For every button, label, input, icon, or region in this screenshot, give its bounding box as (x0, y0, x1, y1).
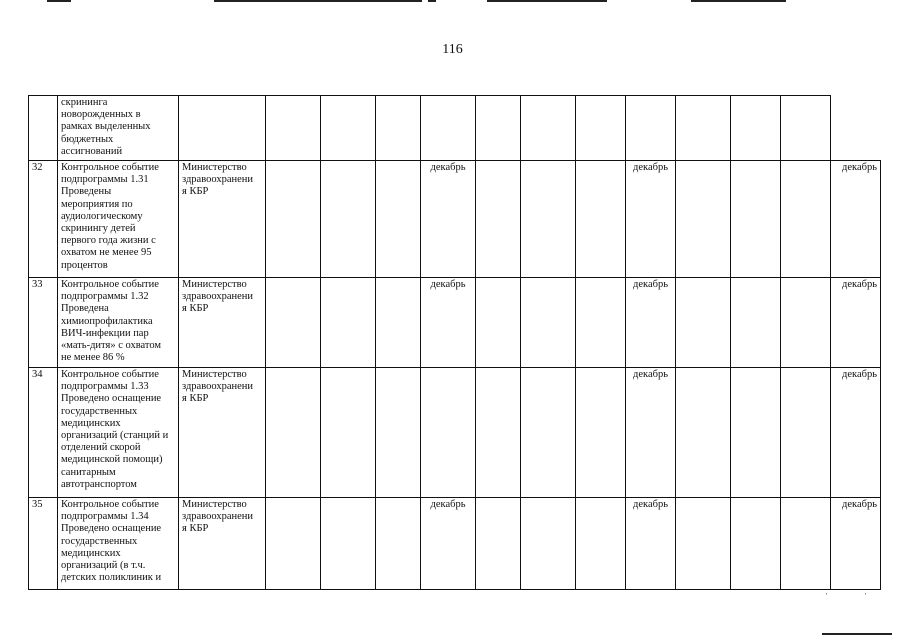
scan-line (822, 633, 892, 635)
event-description: Контрольное событие подпрограммы 1.32 Проведена химиопрофилактика ВИЧ-инфекции пар «мать-дитя» с охватом не менее 86 % (58, 278, 179, 368)
schedule-cell (576, 161, 626, 278)
executor: Министерство здравоохранени я КБР (179, 498, 266, 590)
scan-line (214, 0, 422, 2)
schedule-cell: декабрь (831, 498, 881, 590)
schedule-table (28, 95, 881, 590)
schedule-cell (731, 96, 781, 161)
row-number: 32 (29, 161, 58, 278)
schedule-cell (781, 498, 831, 590)
schedule-cell (476, 498, 521, 590)
schedule-cell (421, 368, 476, 498)
schedule-cell (376, 498, 421, 590)
page-number: 116 (442, 42, 463, 57)
table-row (29, 161, 881, 278)
schedule-cell (266, 96, 321, 161)
schedule-cell: декабрь (421, 161, 476, 278)
schedule-cell (521, 96, 576, 161)
schedule-cell (476, 278, 521, 368)
schedule-cell (521, 161, 576, 278)
schedule-cell (521, 368, 576, 498)
row-number: 35 (29, 498, 58, 590)
schedule-cell (576, 498, 626, 590)
schedule-cell (321, 498, 376, 590)
executor: Министерство здравоохранени я КБР (179, 278, 266, 368)
schedule-cell (421, 96, 476, 161)
event-description: скрининга новорожденных в рамках выделенных бюджетных ассигнований (58, 96, 179, 161)
schedule-cell (576, 278, 626, 368)
schedule-cell (676, 498, 731, 590)
event-description: Контрольное событие подпрограммы 1.34 Проведено оснащение государственных медицинских организаций (в т.ч. детских поликлиник и (58, 498, 179, 590)
scan-speck: ' (826, 592, 828, 600)
schedule-cell (321, 161, 376, 278)
scan-line (47, 0, 71, 2)
event-description: Контрольное событие подпрограммы 1.33 Проведено оснащение государственных медицинских организаций (станций и отделений скорой медицинской помощи) санитарным автотранспортом (58, 368, 179, 498)
schedule-cell (576, 96, 626, 161)
scan-line (487, 0, 607, 2)
schedule-cell: декабрь (831, 278, 881, 368)
schedule-cell: декабрь (421, 278, 476, 368)
executor: Министерство здравоохранени я КБР (179, 161, 266, 278)
schedule-cell (676, 368, 731, 498)
schedule-cell (781, 161, 831, 278)
scan-line (428, 0, 436, 2)
schedule-cell: декабрь (626, 278, 676, 368)
table-row (29, 368, 881, 498)
schedule-cell (731, 368, 781, 498)
schedule-cell: декабрь (831, 368, 881, 498)
schedule-cell (321, 96, 376, 161)
schedule-cell: декабрь (626, 161, 676, 278)
schedule-cell (521, 498, 576, 590)
schedule-cell (521, 278, 576, 368)
schedule-cell (266, 368, 321, 498)
schedule-cell (576, 368, 626, 498)
row-number: 34 (29, 368, 58, 498)
schedule-cell (626, 96, 676, 161)
schedule-cell (266, 498, 321, 590)
schedule-cell (781, 278, 831, 368)
schedule-cell (676, 278, 731, 368)
table-row (29, 96, 881, 161)
schedule-cell (781, 368, 831, 498)
table-row (29, 278, 881, 368)
schedule-cell (376, 161, 421, 278)
schedule-cell (476, 161, 521, 278)
schedule-cell (266, 278, 321, 368)
schedule-cell (266, 161, 321, 278)
schedule-cell (731, 278, 781, 368)
schedule-cell (731, 498, 781, 590)
schedule-cell: декабрь (831, 161, 881, 278)
scan-line (691, 0, 786, 2)
event-description: Контрольное событие подпрограммы 1.31 Проведены мероприятия по аудиологическому скринингу детей первого года жизни с охватом не менее 95 процентов (58, 161, 179, 278)
schedule-cell (731, 161, 781, 278)
schedule-cell (376, 368, 421, 498)
executor (179, 96, 266, 161)
schedule-cell (781, 96, 831, 161)
schedule-cell (476, 368, 521, 498)
schedule-cell: декабрь (626, 368, 676, 498)
schedule-cell (676, 161, 731, 278)
table-row (29, 498, 881, 590)
schedule-cell (321, 368, 376, 498)
schedule-cell (321, 278, 376, 368)
schedule-cell (376, 96, 421, 161)
row-number (29, 96, 58, 161)
executor: Министерство здравоохранени я КБР (179, 368, 266, 498)
schedule-cell: декабрь (626, 498, 676, 590)
schedule-cell (476, 96, 521, 161)
scan-speck: ' (865, 592, 867, 600)
row-number: 33 (29, 278, 58, 368)
schedule-cell: декабрь (421, 498, 476, 590)
schedule-cell (376, 278, 421, 368)
schedule-cell (676, 96, 731, 161)
